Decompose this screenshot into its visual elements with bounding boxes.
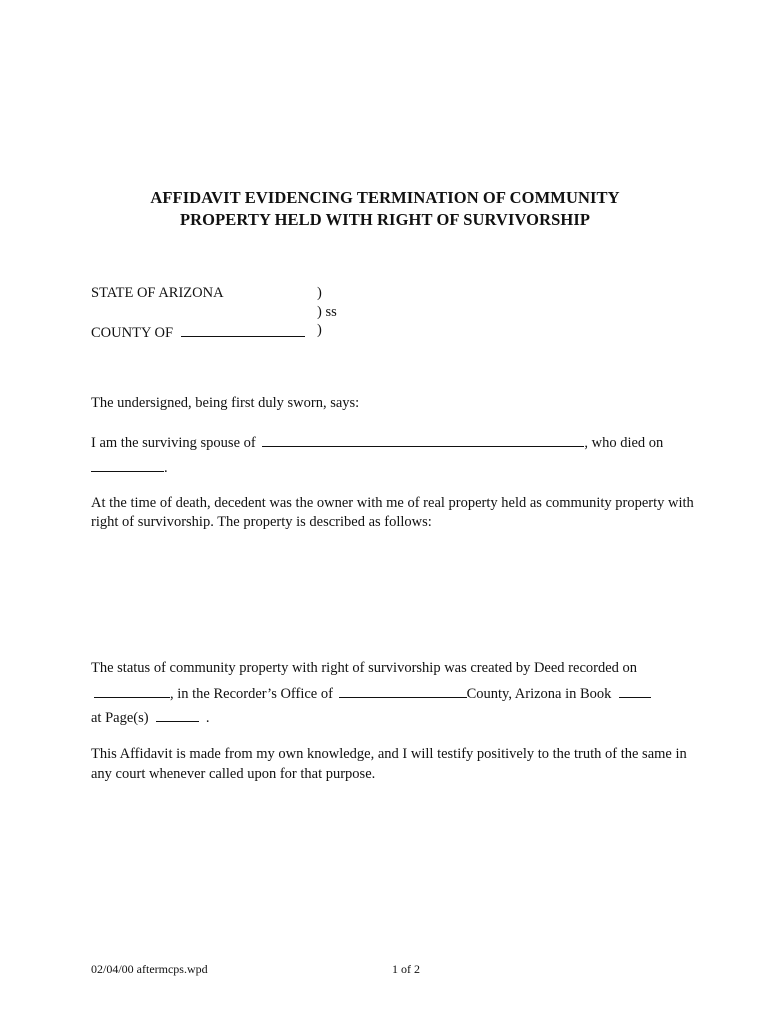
county-blank[interactable] [181,322,305,337]
knowledge-paragraph-line-2: any court whenever called upon for that purpose. [91,766,376,782]
spouse-row [91,432,663,452]
document-title-line-2: PROPERTY HELD WITH RIGHT OF SURVIVORSHIP [179,210,591,229]
county-arizona-book-text: County, Arizona in Book [466,686,612,702]
death-date-blank[interactable] [91,457,164,472]
knowledge-paragraph-line-1: This Affidavit is made from my own knowledge, and I will testify positively to the truth of the same in [91,746,687,762]
status-paragraph-line-2 [91,683,651,703]
footer-page-number: 1 of 2 [392,962,420,976]
book-number-blank[interactable] [619,683,651,698]
recorder-county-blank[interactable] [339,683,467,698]
status-paragraph-line-1: The status of community property with right of survivorship was created by Deed recorded on [91,660,638,676]
venue-paren-3: ) [317,322,322,338]
venue-paren-ss: ) ss [317,304,337,320]
county-label: COUNTY OF [91,325,174,341]
status-paragraph-line-3 [91,707,209,727]
property-paragraph-line-2: right of survivorship. The property is described as follows: [91,514,432,530]
page-suffix: . [205,710,210,726]
document-title-line-1: AFFIDAVIT EVIDENCING TERMINATION OF COMMUNITY [150,188,620,207]
county-row [91,322,305,342]
spouse-prefix: I am the surviving spouse of [91,435,256,451]
page-number-blank[interactable] [156,707,199,722]
property-paragraph-line-1: At the time of death, decedent was the owner with me of real property held as community property with [91,495,694,511]
death-date-row [91,457,168,477]
page-label: at Page(s) [91,710,149,726]
spouse-name-blank[interactable] [262,432,584,447]
state-label: STATE OF ARIZONA [91,285,224,301]
footer-file-name: 02/04/00 aftermcps.wpd [91,962,208,976]
sworn-statement: The undersigned, being first duly sworn, says: [91,395,360,411]
venue-paren-1: ) [317,285,322,301]
deed-date-blank[interactable] [94,683,170,698]
recorder-office-text: , in the Recorder’s Office of [170,686,333,702]
death-date-period: . [164,460,168,476]
spouse-suffix: , who died on [584,435,664,451]
